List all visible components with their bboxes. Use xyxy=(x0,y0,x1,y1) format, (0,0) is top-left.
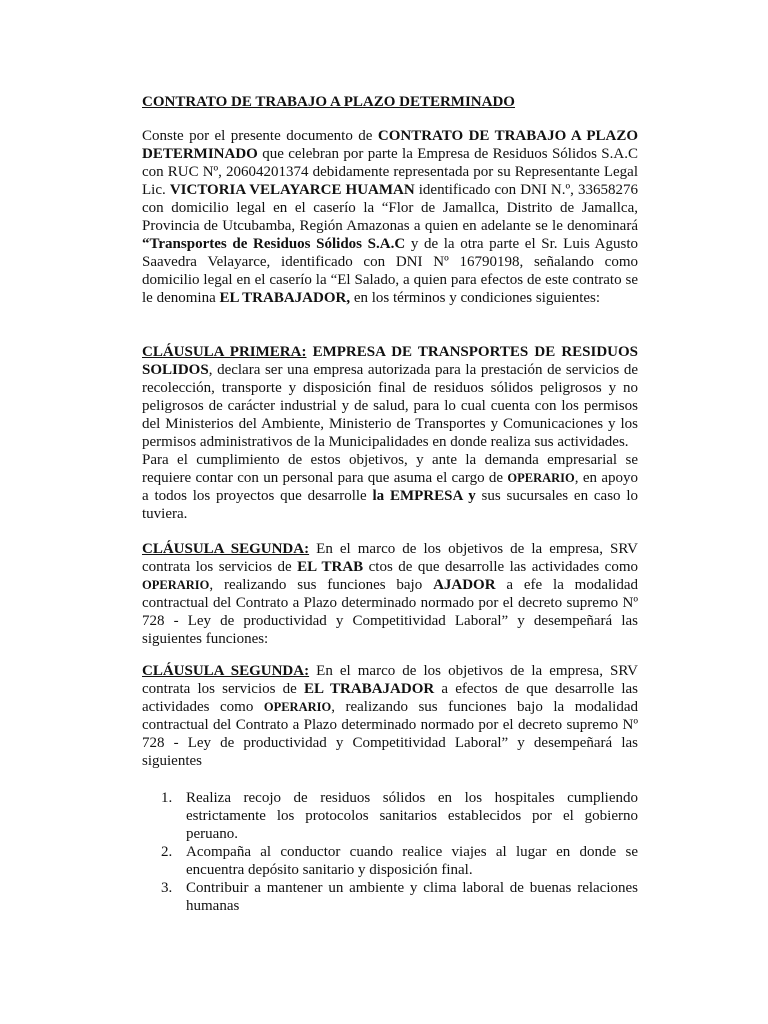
clause-second-b-worker-bold: EL TRABAJADOR xyxy=(303,681,435,697)
clause-second-a-text-2: ctos de que desarrolle las actividades como xyxy=(363,559,638,575)
clause-second-a-worker-bold: EL TRAB xyxy=(297,559,364,575)
functions-list-block xyxy=(142,789,638,915)
clause-second-a-ajador-bold: AJADOR xyxy=(433,577,496,593)
clause-second-a-paragraph xyxy=(142,540,638,648)
intro-text-4: y de la otra parte el Sr. Luis Agusto Saavedra Velayarce, identificado con DNI Nº 16790198, señalando como domicilio legal en el caserío la “El Salado, a quien para efectos de este contrato se le denomina xyxy=(142,236,638,306)
clause-second-a-text-4: a efe la modalidad contractual del Contrato a Plazo determinado normado por el decreto supremo Nº 728 - Ley de productividad y Competitividad Laboral” y desempeñará las siguientes funciones: xyxy=(142,577,638,647)
clause-first-text-4: sus sucursales en caso lo tuviera. xyxy=(142,488,638,522)
intro-text-1: Conste por el presente documento de xyxy=(142,128,378,144)
intro-text-5: en los términos y condiciones siguientes: xyxy=(350,290,601,306)
intro-paragraph xyxy=(142,127,638,307)
list-item xyxy=(142,789,638,843)
list-item-number: 2. xyxy=(161,844,173,860)
clause-second-b-text-1: En el marco de los objetivos de la empresa, SRV contrata los servicios de xyxy=(142,663,639,697)
clause-second-b-label: CLÁUSULA SEGUNDA: xyxy=(142,663,310,679)
list-item-text: Acompaña al conductor cuando realice viajes al lugar en donde se encuentra depósito sanitario y disposición final. xyxy=(186,844,638,878)
clause-second-b-operario: OPERARIO xyxy=(263,700,332,714)
clause-second-b-block xyxy=(142,662,638,770)
clause-second-a-block xyxy=(142,540,638,648)
list-item-text: Realiza recojo de residuos sólidos en los hospitales cumpliendo estrictamente los protocolos sanitarios establecidos por el gobierno peruano. xyxy=(186,790,638,842)
clause-first-company: EMPRESA DE TRANSPORTES DE RESIDUOS SOLIDOS xyxy=(142,344,639,378)
contract-type-bold: CONTRATO DE TRABAJO A PLAZO DETERMINADO xyxy=(142,128,638,162)
intro-text-3: identificado con DNI N.º, 33658276 con domicilio legal en el caserío la “Flor de Jamallca, Distrito de Jamallca, Provincia de Utcubamba, Región Amazonas a quien en adelante se le denominará xyxy=(142,182,638,234)
clause-first-paragraph-2 xyxy=(142,451,638,523)
functions-list xyxy=(142,789,638,915)
clause-first-text-3: , en apoyo a todos los proyectos que desarrolle xyxy=(142,470,638,504)
clause-second-a-label: CLÁUSULA SEGUNDA: xyxy=(142,541,310,557)
clause-first-paragraph xyxy=(142,343,638,451)
list-item xyxy=(142,879,638,915)
intro-text-2: que celebran por parte la Empresa de Residuos Sólidos S.A.C con RUC Nº, 20604201374 debidamente representada por su Representante Legal Lic. xyxy=(142,146,638,198)
clause-second-b-text-3: , realizando sus funciones bajo la modalidad contractual del Contrato a Plazo determinado normado por el decreto supremo Nº 728 - Ley de productividad y Competitividad Laboral” y desempeñará las siguientes xyxy=(142,699,639,769)
intro-paragraph-block xyxy=(142,127,638,307)
document-title-block xyxy=(142,93,638,111)
clause-first-text-1: , declara ser una empresa autorizada para la prestación de servicios de recolección, transporte y disposición final de residuos sólidos peligrosos y no peligrosos de carácter industrial y de salud, para lo cual cuenta con los permisos del Ministerios del Ambiente, Ministerio de Transportes y Comunicaciones y los permisos administrativos de la Municipalidades en donde realiza sus actividades. xyxy=(142,362,638,450)
clause-second-a-operario: OPERARIO xyxy=(142,578,210,592)
company-name-bold: “Transportes de Residuos Sólidos S.A.C xyxy=(142,236,406,252)
worker-designation: EL TRABAJADOR, xyxy=(219,290,351,306)
position-operario: OPERARIO xyxy=(507,471,575,485)
clause-first-label: CLÁUSULA PRIMERA: xyxy=(142,344,307,360)
clause-second-b-paragraph xyxy=(142,662,638,770)
list-item-text: Contribuir a mantener un ambiente y clima laboral de buenas relaciones humanas xyxy=(186,880,638,914)
clause-first-text-2: Para el cumplimiento de estos objetivos, y ante la demanda empresarial se requiere contar con un personal para que asuma el cargo de xyxy=(142,452,638,486)
company-reference-bold: la EMPRESA y xyxy=(372,488,476,504)
clause-second-a-text-3: , realizando sus funciones bajo xyxy=(209,577,434,593)
document-title: CONTRATO DE TRABAJO A PLAZO DETERMINADO xyxy=(142,94,515,110)
clause-second-b-text-2: a efectos de que desarrolle las actividades como xyxy=(142,681,638,715)
list-item-number: 3. xyxy=(161,880,173,896)
clause-first-block xyxy=(142,343,638,523)
list-item-number: 1. xyxy=(161,790,173,806)
list-item xyxy=(142,843,638,879)
legal-representative-name: VICTORIA VELAYARCE HUAMAN xyxy=(169,182,415,198)
clause-second-a-text-1: En el marco de los objetivos de la empresa, SRV contrata los servicios de xyxy=(142,541,639,575)
